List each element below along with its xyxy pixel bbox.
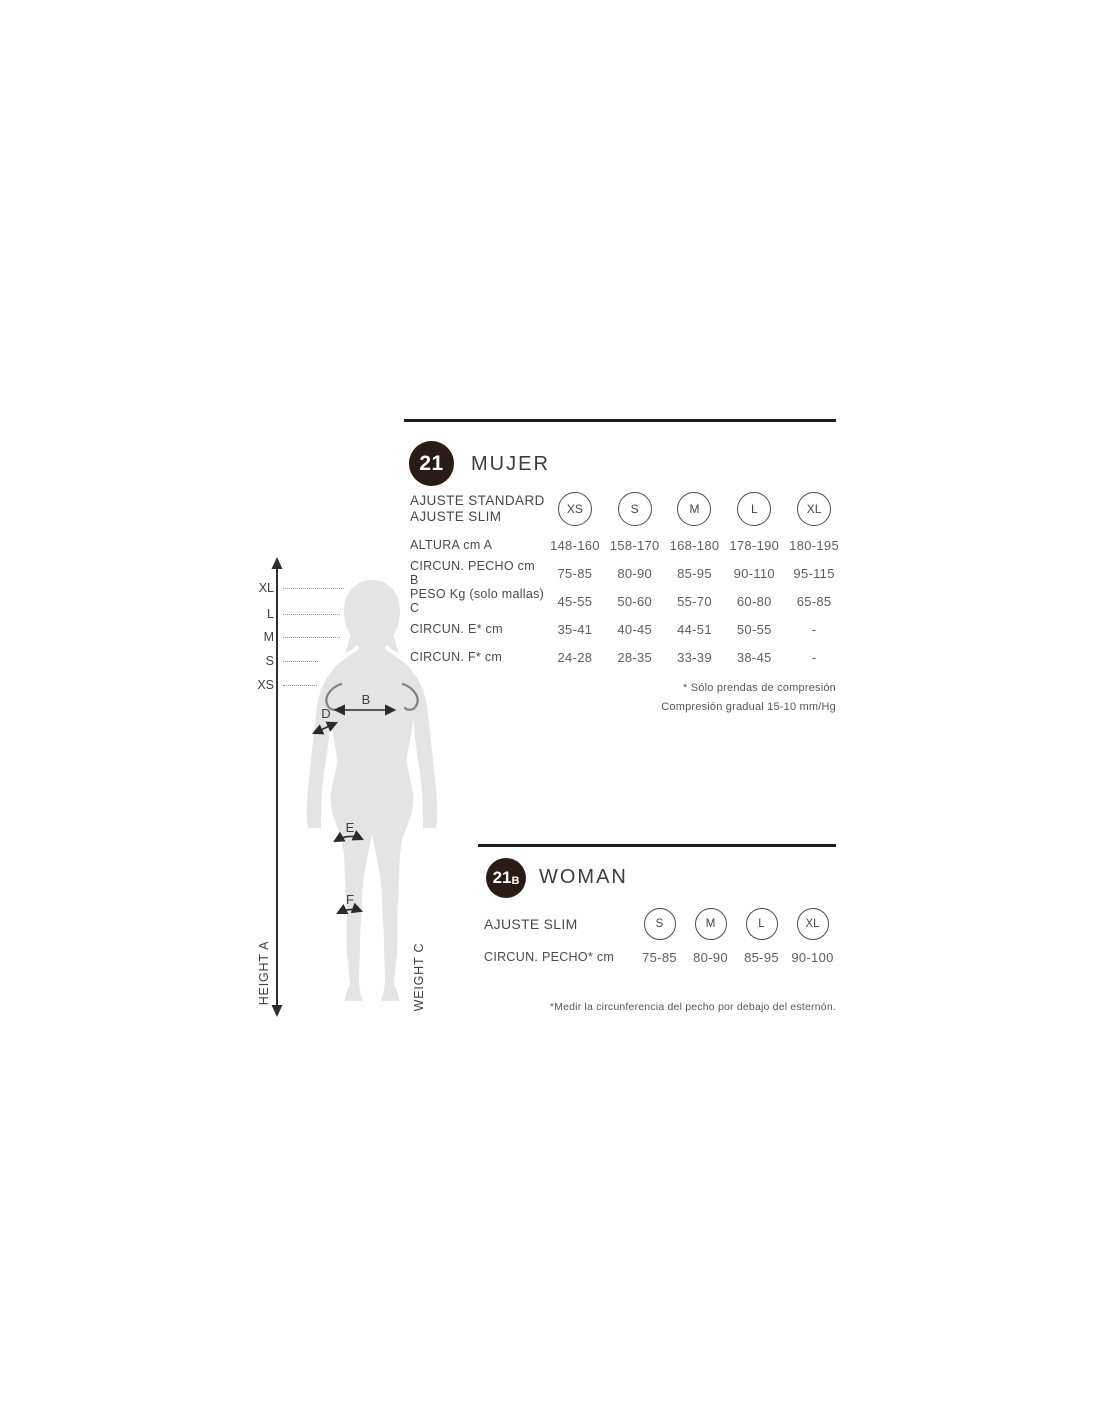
table-cell: 95-115	[793, 565, 835, 581]
measure-label-e: E	[345, 820, 355, 835]
table-cell: 45-55	[557, 593, 593, 609]
table-cell: 168-180	[669, 537, 720, 553]
row-label-circun-e: CIRCUN. E* cm	[410, 622, 503, 636]
height-axis-label: HEIGHT A	[257, 940, 271, 1006]
table-cell: 158-170	[609, 537, 660, 553]
table-cell: 85-95	[744, 949, 779, 965]
badge-letter: B	[511, 874, 520, 887]
table-cell: 35-41	[557, 621, 593, 637]
badge-number: 21	[492, 868, 512, 887]
table-cell: 50-60	[617, 593, 653, 609]
table-cell: 75-85	[642, 949, 677, 965]
row-label-peso: PESO Kg (solo mallas) C	[410, 587, 545, 615]
fit-line-slim: AJUSTE SLIM	[410, 508, 502, 524]
table-cell: 80-90	[617, 565, 653, 581]
badge-number: 21	[419, 451, 444, 475]
table-cell: 33-39	[677, 649, 712, 665]
section-title-mujer: MUJER	[471, 453, 550, 475]
table-cell: 40-45	[617, 621, 653, 637]
measure-label-f: F	[346, 892, 354, 907]
scale-label: S	[265, 654, 274, 668]
gradual-compression-note: Compresión gradual 15-10 mm/Hg	[661, 701, 836, 713]
size-badge-s: S	[644, 908, 676, 940]
table-cell: 178-190	[729, 537, 780, 553]
size-badge-l: L	[737, 492, 771, 526]
size-badge-xs: XS	[558, 492, 592, 526]
scale-label: XL	[258, 581, 274, 595]
measure-label-b: B	[361, 692, 371, 707]
size-badge-m: M	[677, 492, 711, 526]
table-cell: -	[811, 649, 817, 665]
size-badge-s: S	[618, 492, 652, 526]
section-badge-21	[409, 441, 454, 486]
table-cell: 180-195	[789, 537, 839, 553]
fit-type-label	[410, 486, 545, 531]
table-cell: -	[811, 621, 817, 637]
table-cell: 24-28	[557, 649, 593, 665]
measure-label-d: D	[321, 706, 331, 721]
table-cell: 44-51	[677, 621, 712, 637]
table-cell: 38-45	[736, 649, 772, 665]
section-title-woman: WOMAN	[539, 866, 628, 888]
compression-note: * Sólo prendas de compresión	[683, 682, 836, 694]
table-cell: 50-55	[736, 621, 772, 637]
row-label-pecho: CIRCUN. PECHO* cm	[484, 950, 615, 964]
size-table-woman	[484, 904, 838, 970]
weight-axis-label: WEIGHT C	[412, 942, 426, 1012]
section-divider-bar	[404, 419, 836, 422]
scale-label: L	[267, 607, 274, 621]
size-badge-xl: XL	[797, 908, 829, 940]
scale-label: XS	[257, 678, 274, 692]
table-cell: 85-95	[677, 565, 712, 581]
section-divider-bar	[478, 844, 836, 847]
table-cell: 60-80	[736, 593, 772, 609]
table-cell: 90-100	[791, 949, 834, 965]
table-cell: 55-70	[677, 593, 712, 609]
sternum-measure-footnote: *Medir la circunferencia del pecho por debajo del esternón.	[549, 1001, 836, 1013]
scale-label: M	[263, 630, 274, 644]
size-badge-xl: XL	[797, 492, 831, 526]
size-badge-m: M	[695, 908, 727, 940]
row-label-pecho: CIRCUN. PECHO cm B	[410, 559, 535, 587]
section-badge-21b	[486, 858, 526, 898]
size-badge-l: L	[746, 908, 778, 940]
fit-type-label: AJUSTE SLIM	[484, 916, 578, 932]
size-table-mujer	[410, 486, 844, 671]
table-cell: 80-90	[693, 949, 728, 965]
table-cell: 28-35	[617, 649, 653, 665]
table-cell: 65-85	[796, 593, 832, 609]
row-label-circun-f: CIRCUN. F* cm	[410, 650, 503, 664]
fit-line-standard: AJUSTE STANDARD	[410, 492, 545, 508]
table-cell: 90-110	[733, 565, 775, 581]
row-label-altura: ALTURA cm A	[410, 538, 493, 552]
table-cell: 75-85	[557, 565, 593, 581]
table-cell: 148-160	[549, 537, 600, 553]
